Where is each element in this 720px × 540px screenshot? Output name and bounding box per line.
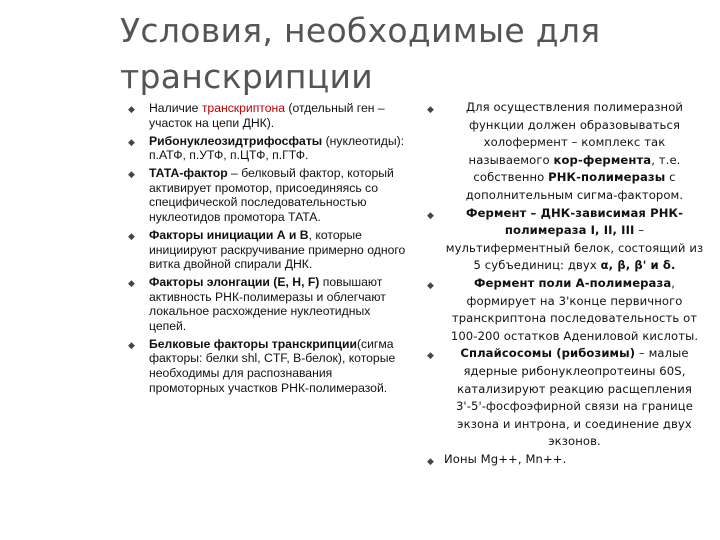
left-column: [128, 101, 408, 399]
diamond-bullet-icon: ◆: [128, 278, 135, 289]
item-text: Сплайсосомы (рибозимы) – малые ядерные рибонуклеопротеины 60S, катализируют реакцию расщепления 3'-5'-фосфоэфирной связи на границе экзона и интрона, и соединение двух экзонов.: [455, 346, 694, 449]
list-item: [427, 99, 705, 205]
item-text: Наличие транскриптона (отдельный ген – участок на цепи ДНК).: [149, 101, 385, 130]
diamond-bullet-icon: ◆: [128, 136, 135, 147]
diamond-bullet-icon: ◆: [128, 169, 135, 180]
diamond-bullet-icon: ◆: [128, 339, 135, 350]
highlight-text: транскриптона: [201, 101, 286, 115]
item-text: Белковые факторы транскрипции(сигма факторы: белки shl, CTF, B-белок), которые необходимы для распознавания промоторных участков РНК-полимеразой.: [149, 336, 396, 395]
list-item: [128, 337, 408, 395]
item-text: Фермент поли А-полимераза, формирует на 3'конце первичного транскриптона последовательность от 100-200 остатков Адениловой кислоты.: [450, 275, 699, 343]
diamond-bullet-icon: ◆: [128, 104, 135, 114]
list-item: [427, 451, 705, 469]
diamond-bullet-icon: ◆: [128, 230, 135, 241]
list-item: [128, 275, 408, 333]
slide-title: Условия, необходимые для транскрипции: [120, 11, 601, 96]
diamond-bullet-icon: ◆: [427, 210, 435, 221]
item-text: Рибонуклеозидтрифосфаты (нуклеотиды): п.АТФ, п.УТФ, п.ЦТФ, п.ГТФ.: [149, 133, 405, 163]
list-item: [427, 205, 705, 275]
list-item: [427, 275, 705, 345]
diamond-bullet-icon: ◆: [427, 105, 435, 115]
list-item: [128, 134, 408, 163]
diamond-bullet-icon: ◆: [427, 456, 435, 467]
list-item: [128, 166, 408, 224]
list-item: [128, 228, 408, 272]
item-text: Фермент – ДНК-зависимая РНК-полимераза I, II, III – мультиферментный белок, состоящий из 5 субъединиц: двух α, β, β' и δ.: [445, 205, 704, 273]
list-item: [427, 345, 705, 451]
right-column: [427, 99, 705, 468]
item-text: Факторы инициации А и В, которые инициируют раскручивание примерно одного витка двойной спирали ДНК.: [149, 227, 406, 272]
diamond-bullet-icon: ◆: [427, 280, 435, 291]
diamond-bullet-icon: ◆: [427, 351, 435, 362]
item-text: Факторы элонгации (Е, Н, F) повышают активность РНК-полимеразы и облегчают локальное расхождение нуклеотидных цепей.: [149, 275, 386, 333]
item-text: ТАТА-фактор – белковый фактор, который активирует промотор, присоединяясь со специфической последовательностью нуклеотидов промотора ТАТА.: [149, 166, 394, 224]
item-text: Ионы Mg++, Mn++.: [444, 451, 567, 466]
list-item: [128, 101, 408, 130]
item-text: Для осуществления полимеразной функции должен образовываться холофермент – комплекс так называемого кор-фермента, т.е. собственно РНК-полимеразы с дополнительным сигма-фактором.: [465, 100, 684, 202]
